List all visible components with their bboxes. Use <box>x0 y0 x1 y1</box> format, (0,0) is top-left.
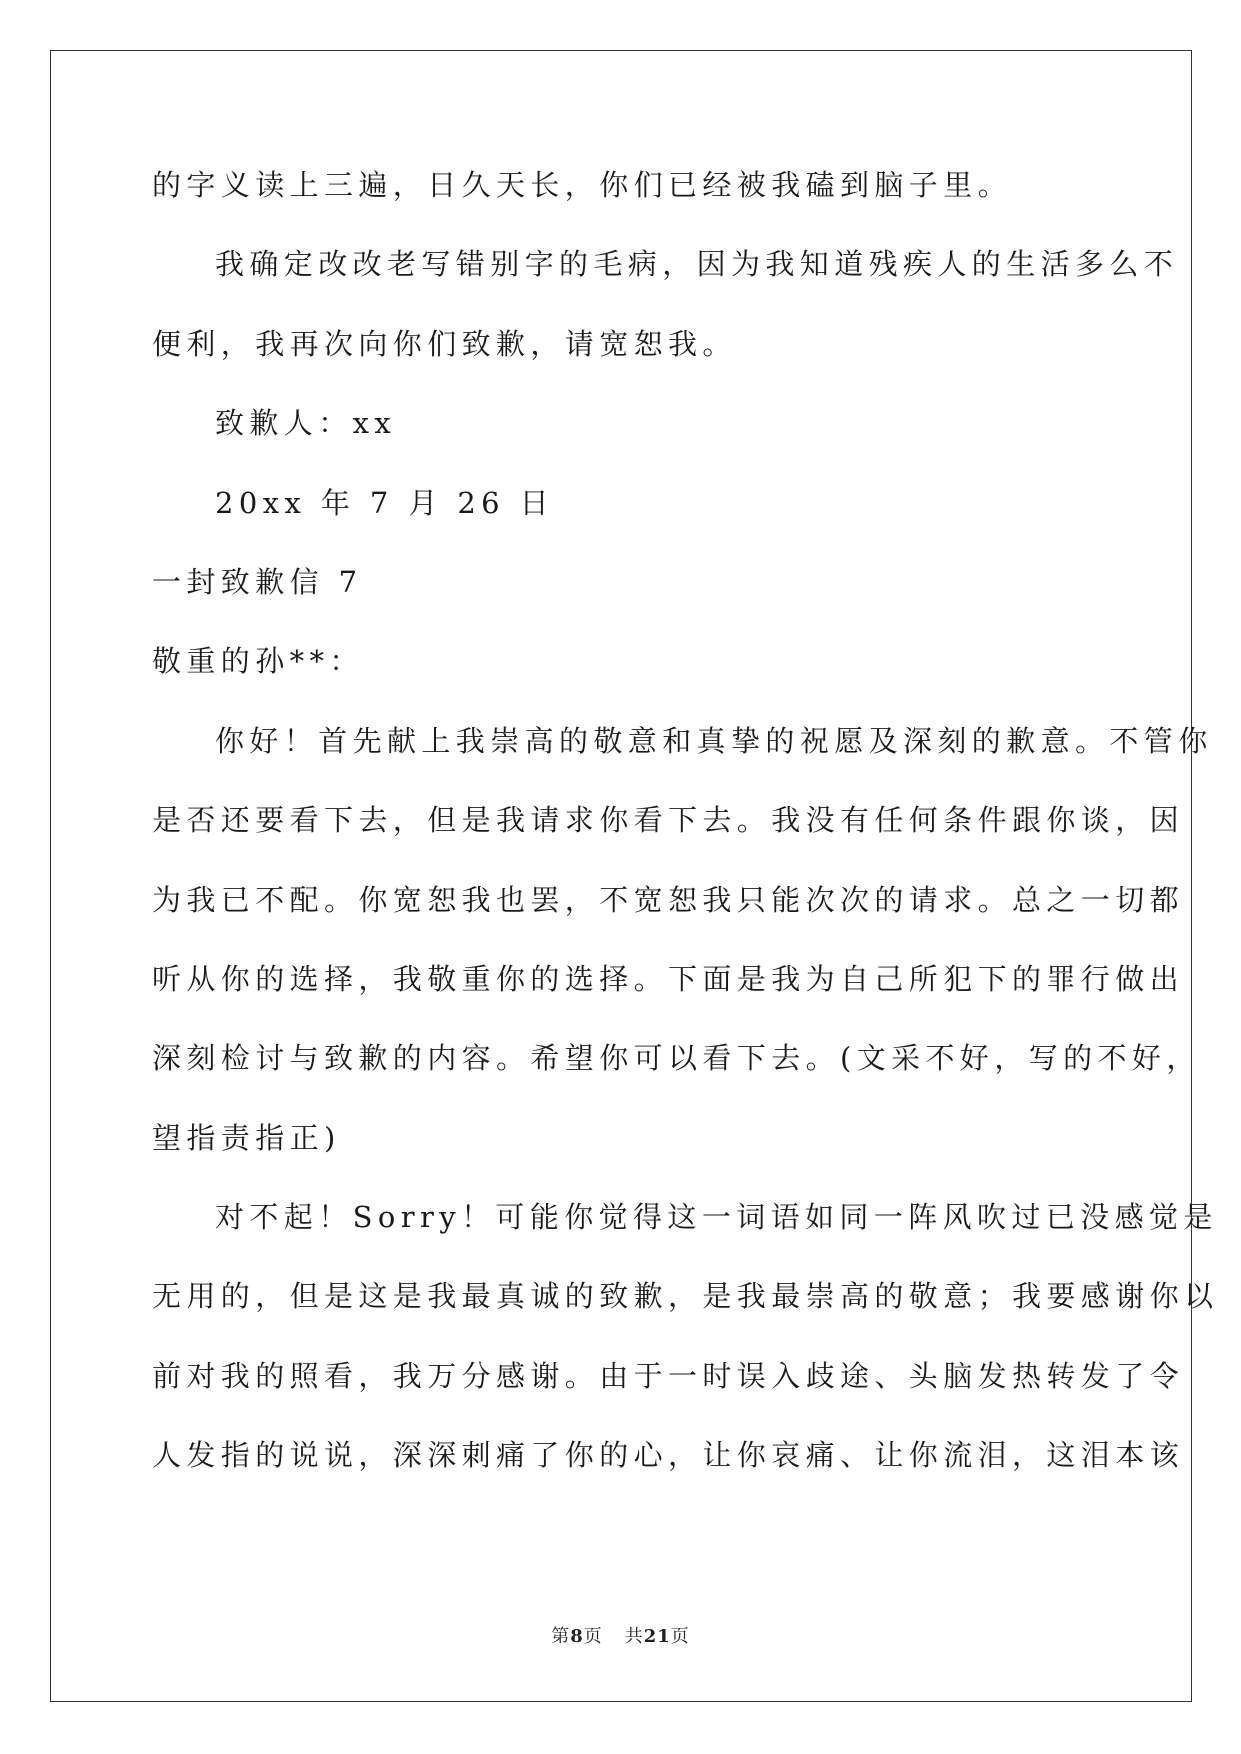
signature-line: 致歉人：xx <box>215 406 397 441</box>
total-pages: 21 <box>643 1626 671 1647</box>
page-number: 8 <box>570 1626 584 1647</box>
page-footer <box>0 1622 1241 1648</box>
paragraph-line: 前对我的照看，我万分感谢。由于一时误入歧途、头脑发热转发了令 <box>152 1358 1185 1393</box>
date-line: 20xx 年 7 月 26 日 <box>215 485 555 520</box>
paragraph-line: 深刻检讨与致歉的内容。希望你可以看下去。(文采不好，写的不好， <box>152 1041 1201 1076</box>
document-body <box>152 160 1219 1510</box>
paragraph-line: 为我已不配。你宽恕我也罢，不宽恕我只能次次的请求。总之一切都 <box>152 882 1185 917</box>
salutation: 敬重的孙**： <box>152 644 364 679</box>
letter-title: 一封致歉信 7 <box>152 564 363 599</box>
paragraph-line: 对不起！Sorry！可能你觉得这一词语如同一阵风吹过已没感觉是 <box>215 1200 1218 1235</box>
paragraph-line: 听从你的选择，我敬重你的选择。下面是我为自己所犯下的罪行做出 <box>152 961 1185 996</box>
total-suffix: 页 <box>670 1626 690 1647</box>
paragraph-line: 是否还要看下去，但是我请求你看下去。我没有任何条件跟你谈，因 <box>152 803 1185 838</box>
total-prefix: 共 <box>624 1626 644 1647</box>
paragraph-line: 便利，我再次向你们致歉，请宽恕我。 <box>152 326 737 361</box>
page-suffix: 页 <box>583 1626 603 1647</box>
page-prefix: 第 <box>551 1626 571 1647</box>
paragraph-line: 望指责指正) <box>152 1120 341 1155</box>
paragraph-line: 我确定改改老写错别字的毛病，因为我知道残疾人的生活多么不 <box>215 247 1179 282</box>
paragraph-line: 你好！首先献上我崇高的敬意和真挚的祝愿及深刻的歉意。不管你 <box>215 723 1213 758</box>
paragraph-line: 无用的，但是这是我最真诚的致歉，是我最崇高的敬意；我要感谢你以 <box>152 1279 1219 1314</box>
paragraph-line: 的字义读上三遍，日久天长，你们已经被我磕到脑子里。 <box>152 168 1013 202</box>
paragraph-line: 人发指的说说，深深刺痛了你的心，让你哀痛、让你流泪，这泪本该 <box>152 1438 1185 1473</box>
